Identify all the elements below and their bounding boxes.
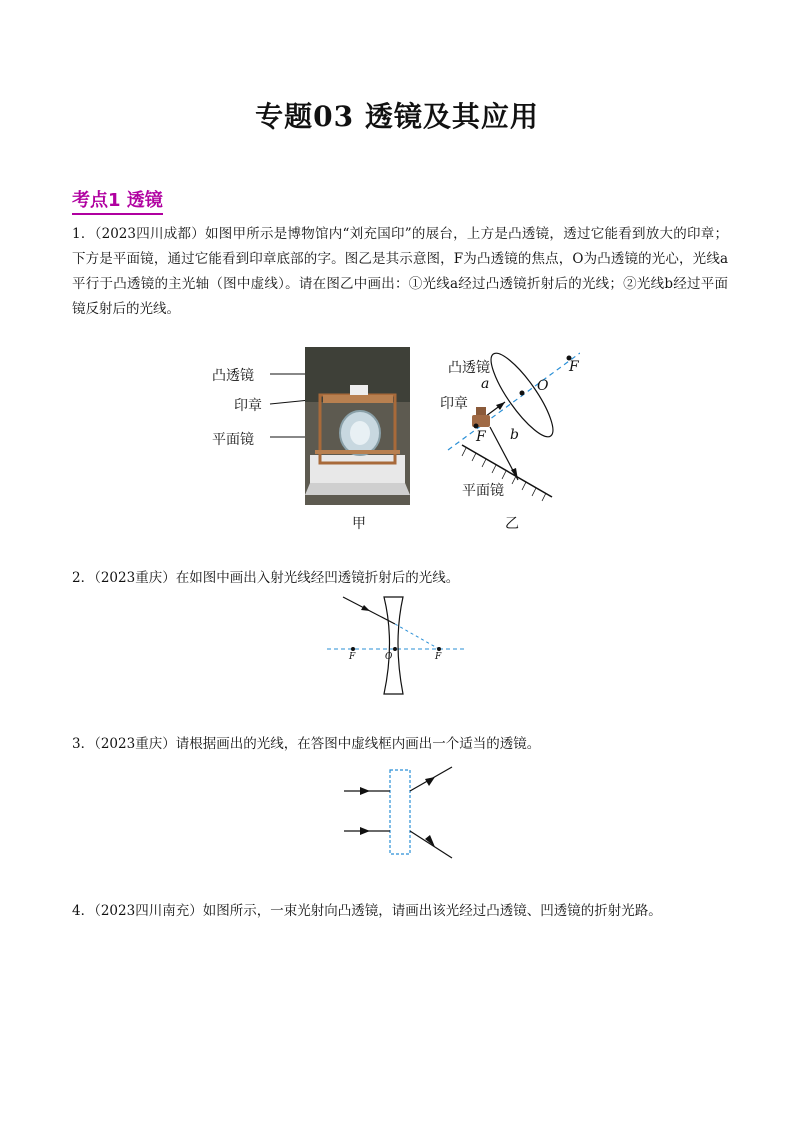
- figure-3-graphics: [340, 762, 455, 862]
- optical-center-dot: [393, 647, 397, 651]
- figure-2: [325, 592, 470, 697]
- ray-out-bottom: [410, 831, 452, 858]
- photo-caption: 甲: [352, 516, 366, 532]
- question-2: 2．（2023重庆）在如图中画出入射光线经凹透镜折射后的光线。: [72, 570, 460, 586]
- photo-label-mirror: 平面镜: [212, 432, 254, 448]
- construction-line: [395, 624, 439, 649]
- diagram-label-f-lower: F: [476, 429, 486, 445]
- focus-dot-lower: [474, 424, 479, 429]
- label-f-left: F: [349, 652, 356, 662]
- diagram-label-f-upper: F: [569, 359, 579, 375]
- diagram-label-mirror: 平面镜: [462, 483, 504, 499]
- diagram-label-o: O: [537, 378, 549, 394]
- question-3: 3．（2023重庆）请根据画出的光线，在答图中虚线框内画出一个适当的透镜。: [72, 736, 541, 752]
- focus-dot-right: [437, 647, 441, 651]
- diagram-label-seal: 印章: [440, 396, 468, 412]
- figure-1-graphics: [200, 345, 580, 535]
- figure-2-graphics: [325, 592, 470, 697]
- figure-1: [200, 345, 580, 535]
- photo-label-seal: 印章: [234, 398, 262, 414]
- diagram-label-convex: 凸透镜: [448, 360, 490, 376]
- label-o: O: [385, 652, 393, 662]
- diagram-label-a: a: [481, 376, 490, 392]
- section-heading: 考点1 透镜: [72, 186, 163, 215]
- ray-in-top-arrow: [360, 787, 370, 795]
- museum-photo: [305, 347, 410, 505]
- label-f-right: F: [435, 652, 442, 662]
- page-title: 专题03 透镜及其应用: [255, 100, 539, 133]
- lens-box: [390, 770, 410, 854]
- ray-a-arrow: [496, 402, 505, 410]
- diagram-label-b: b: [510, 427, 519, 443]
- incident-ray-arrow: [361, 605, 370, 611]
- figure-3: [340, 762, 455, 862]
- focus-dot-left: [351, 647, 355, 651]
- photo-label-convex: 凸透镜: [212, 368, 254, 384]
- optical-center-dot: [520, 391, 525, 396]
- question-1: 1．（2023四川成都）如图甲所示是博物馆内“刘充国印”的展台，上方是凸透镜，透过它能看到放大的印章；下方是平面镜，通过它能看到印章底部的字。图乙是其示意图，F为凸透镜的焦点，O为凸透镜的光心，光线a平行于凸透镜的主光轴（图中虚线）。请在图乙中画出：①光线a经过凸透镜折射后的光线；②光线b经过平面镜反射后的光线。: [72, 226, 728, 317]
- concave-lens: [384, 597, 403, 694]
- diagram-caption: 乙: [505, 516, 519, 532]
- ray-in-bottom-arrow: [360, 827, 370, 835]
- question-4: 4．（2023四川南充）如图所示，一束光射向凸透镜，请画出该光经过凸透镜、凹透镜的折射光路。: [72, 903, 662, 919]
- ray-out-top-arrow: [425, 777, 435, 786]
